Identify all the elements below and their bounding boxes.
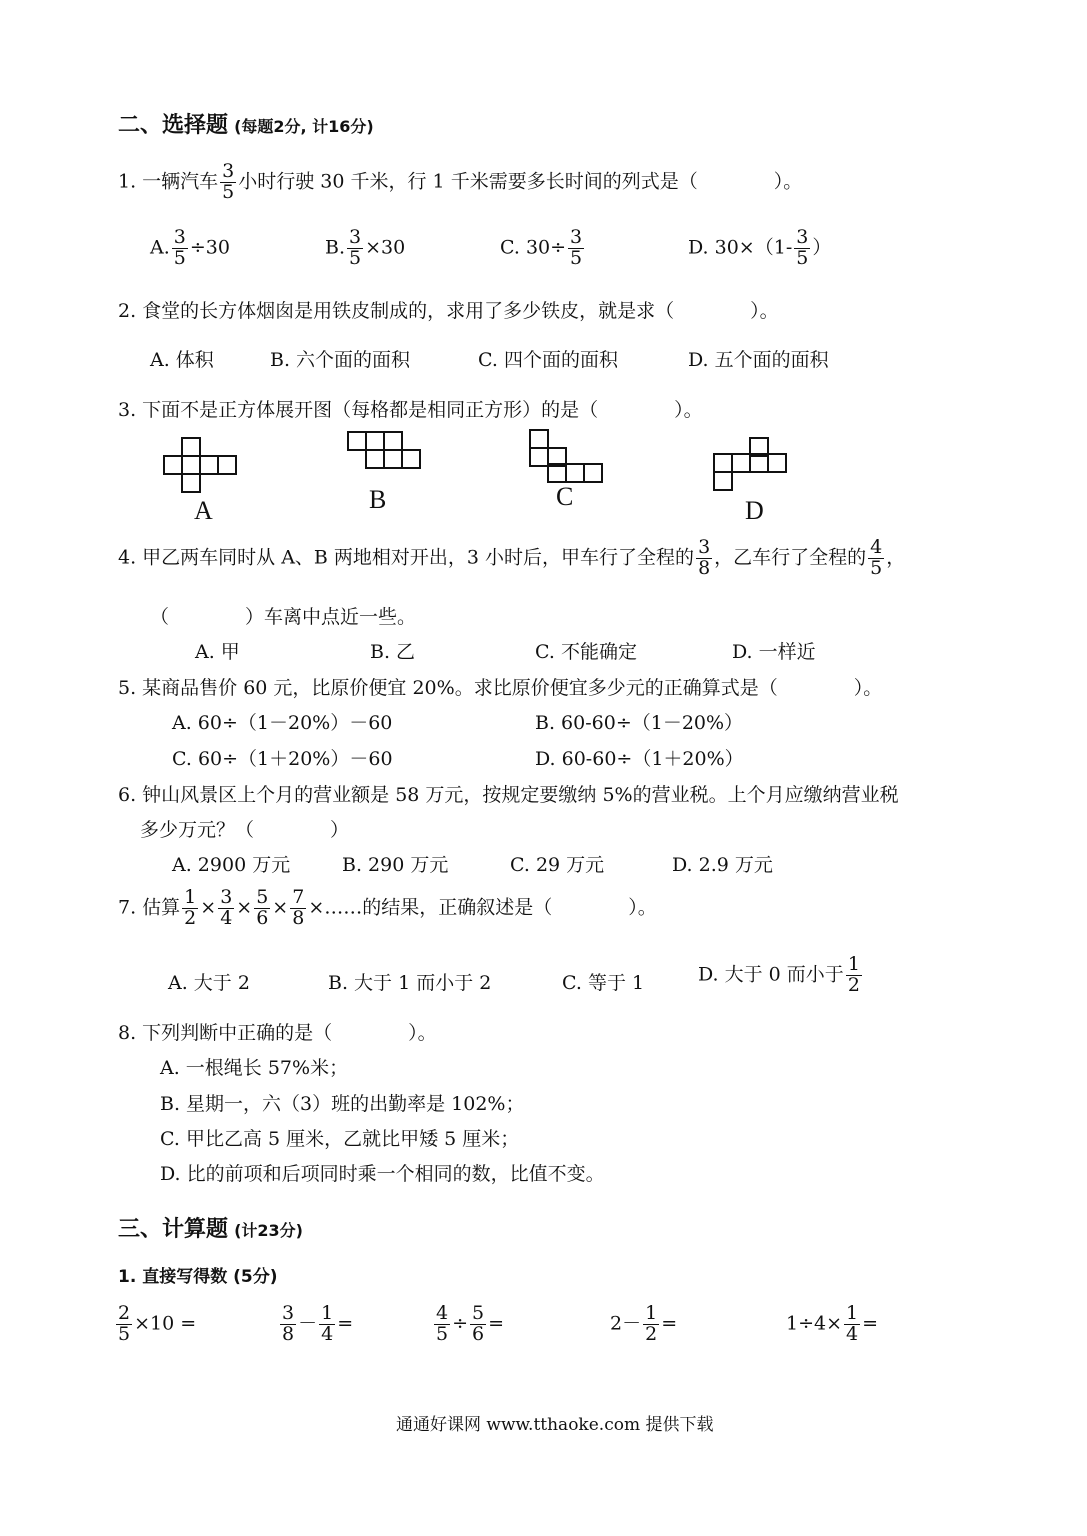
q5-option-a: A. 60÷（1－20%）－60	[172, 712, 393, 734]
q6-option-a: A. 2900 万元	[172, 854, 291, 876]
calc-expr-4: 2－ $\frac{1}{2}$ =	[610, 1302, 678, 1345]
q1-pre: 1. 一辆汽车	[118, 170, 219, 193]
section2-note: (每题2分, 计16分)	[234, 117, 374, 136]
q5-option-b: B. 60-60÷（1－20%）	[535, 712, 744, 734]
q8-option-a: A. 一根绳长 57%米；	[160, 1057, 349, 1079]
net-label-a: A	[194, 496, 213, 525]
q5-option-d: D. 60-60÷（1＋20%）	[535, 748, 744, 770]
q4-option-c: C. 不能确定	[535, 641, 637, 663]
q1-post: 小时行驶 30 千米，行 1 千米需要多长时间的列式是（ ）。	[238, 170, 803, 193]
q4-stem: 4. 甲乙两车同时从 A、B 两地相对开出，3 小时后，甲车行了全程的 $\frac{3}{8}$ ，乙车行了全程的 $\frac{4}{5}$ ，	[118, 536, 906, 579]
q6-stem-line2: 多少万元？（ ）	[140, 819, 350, 841]
q6-option-c: C. 29 万元	[510, 854, 605, 876]
calc-expr-3: $\frac{4}{5}$ ÷ $\frac{5}{6}$ =	[436, 1302, 505, 1345]
net-figure-a	[160, 430, 250, 496]
q4-stem-line2: （ ）车离中点近一些。	[150, 606, 417, 628]
net-figure-d	[706, 434, 796, 496]
q8-stem: 8. 下列判断中正确的是（ ）。	[118, 1022, 437, 1044]
page-footer: 通通好课网 www.tthaoke.com 提供下载	[396, 1415, 714, 1435]
net-label-d: D	[745, 496, 764, 525]
q6-option-b: B. 290 万元	[342, 854, 449, 876]
section2-heading	[118, 108, 374, 139]
net-figure-c	[522, 424, 612, 486]
net-figure-b	[340, 426, 430, 476]
q2-option-d: D. 五个面的面积	[688, 349, 829, 371]
q4-option-b: B. 乙	[370, 641, 416, 663]
q8-option-c: C. 甲比乙高 5 厘米，乙就比甲矮 5 厘米；	[160, 1128, 520, 1150]
section3-title: 三、计算题	[118, 1217, 229, 1242]
q7-option-b: B. 大于 1 而小于 2	[328, 972, 492, 994]
q8-option-b: B. 星期一，六（3）班的出勤率是 102%；	[160, 1093, 525, 1115]
q3-stem: 3. 下面不是正方体展开图（每格都是相同正方形）的是（ ）。	[118, 399, 703, 421]
q7-option-c: C. 等于 1	[562, 972, 645, 994]
q1-option-b: B. $\frac{3}{5}$ ×30	[325, 226, 406, 269]
q1-option-c: C. 30÷ $\frac{3}{5}$	[500, 226, 583, 269]
q5-stem: 5. 某商品售价 60 元，比原价便宜 20%。求比原价便宜多少元的正确算式是（ ）。	[118, 677, 883, 699]
q1-option-d: D. 30×（1- $\frac{3}{5}$ ）	[688, 226, 832, 269]
section3-sub1: 1. 直接写得数 (5分)	[118, 1267, 278, 1287]
q2-option-b: B. 六个面的面积	[270, 349, 411, 371]
q4-option-d: D. 一样近	[732, 641, 816, 663]
calc-expr-2: $\frac{3}{8}$ － $\frac{1}{4}$ =	[282, 1302, 354, 1345]
q2-stem: 2. 食堂的长方体烟囱是用铁皮制成的，求用了多少铁皮，就是求（ ）。	[118, 300, 779, 322]
section2-title: 二、选择题	[118, 113, 229, 138]
q2-option-a: A. 体积	[150, 349, 214, 371]
q1-fraction: $\frac{3}{5}$	[222, 160, 235, 203]
q1-stem	[118, 162, 802, 203]
calc-expr-5: 1÷4× $\frac{1}{4}$ =	[786, 1302, 879, 1345]
section3-heading	[118, 1212, 303, 1243]
calc-expr-1: $\frac{2}{5}$ ×10 =	[118, 1302, 197, 1345]
q4-option-a: A. 甲	[195, 641, 240, 663]
net-label-b: B	[369, 485, 387, 514]
net-label-c: C	[556, 482, 574, 511]
q7-stem: 7. 估算 $\frac{1}{2}$ × $\frac{3}{4}$ × $\frac{5}{6}$ × $\frac{7}{8}$ ×……的结果，正确叙述是（ ）。	[118, 886, 657, 929]
q5-option-c: C. 60÷（1＋20%）－60	[172, 748, 393, 770]
q2-option-c: C. 四个面的面积	[478, 349, 618, 371]
q7-option-d: D. 大于 0 而小于 $\frac{1}{2}$	[698, 953, 860, 996]
q1-option-a: A. $\frac{3}{5}$ ÷30	[150, 226, 230, 269]
q6-option-d: D. 2.9 万元	[672, 854, 773, 876]
q6-stem: 6. 钟山风景区上个月的营业额是 58 万元，按规定要缴纳 5%的营业税。上个月应缴纳营业税	[118, 784, 899, 806]
section3-note: (计23分)	[234, 1221, 303, 1240]
q8-option-d: D. 比的前项和后项同时乘一个相同的数，比值不变。	[160, 1163, 605, 1185]
q7-option-a: A. 大于 2	[168, 972, 250, 994]
